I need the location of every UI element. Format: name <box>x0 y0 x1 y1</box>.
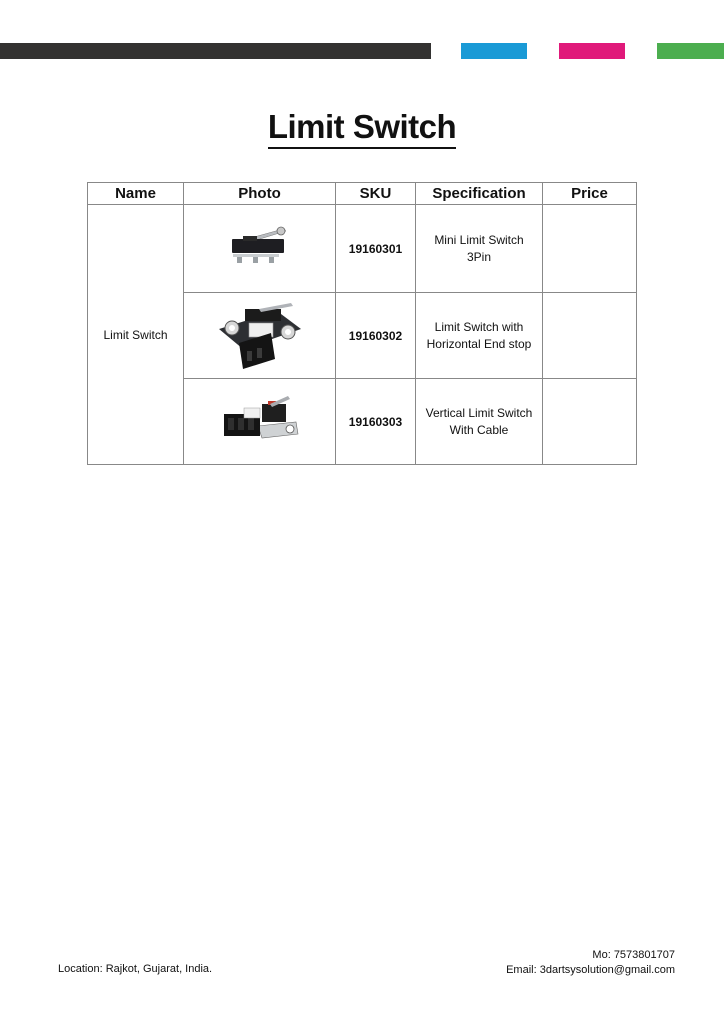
header-name: Name <box>88 183 184 205</box>
header-photo: Photo <box>184 183 336 205</box>
photo-cell <box>184 293 336 379</box>
vertical-limit-switch-photo <box>218 392 302 452</box>
header-price: Price <box>543 183 637 205</box>
header-sku: SKU <box>336 183 416 205</box>
price <box>543 379 637 465</box>
footer-contact <box>506 948 675 978</box>
table-header-row <box>88 183 637 205</box>
spec-line: With Cable <box>449 422 509 437</box>
header-bar-pink <box>559 43 625 59</box>
spec-line: Vertical Limit Switch <box>425 405 533 420</box>
page-title: Limit Switch <box>268 108 456 149</box>
footer-location: Location: Rajkot, Gujarat, India. <box>58 963 213 975</box>
header-bar-green <box>657 43 724 59</box>
photo-cell <box>184 205 336 293</box>
page-title-wrap <box>0 108 724 149</box>
footer-mobile: Mo: 7573801707 <box>592 949 675 961</box>
spec-line: Limit Switch with <box>434 319 524 334</box>
photo-cell <box>184 379 336 465</box>
header-specification: Specification <box>416 183 543 205</box>
footer-email: Email: 3dartsysolution@gmail.com <box>506 964 675 976</box>
spec-line: Mini Limit Switch <box>434 232 524 247</box>
sku: 19160302 <box>336 293 416 379</box>
header-bar-blue <box>461 43 527 59</box>
specification <box>416 379 543 465</box>
spec-line: Horizontal End stop <box>426 336 532 351</box>
table-row <box>88 205 637 293</box>
spec-line: 3Pin <box>466 249 492 264</box>
price <box>543 293 637 379</box>
category-name: Limit Switch <box>88 205 184 465</box>
specification <box>416 205 543 293</box>
sku: 19160301 <box>336 205 416 293</box>
mini-limit-switch-photo <box>225 221 295 277</box>
price <box>543 205 637 293</box>
sku: 19160303 <box>336 379 416 465</box>
limit-switch-board-photo <box>215 299 305 373</box>
specification <box>416 293 543 379</box>
header-bar-dark <box>0 43 431 59</box>
product-table <box>87 182 637 465</box>
